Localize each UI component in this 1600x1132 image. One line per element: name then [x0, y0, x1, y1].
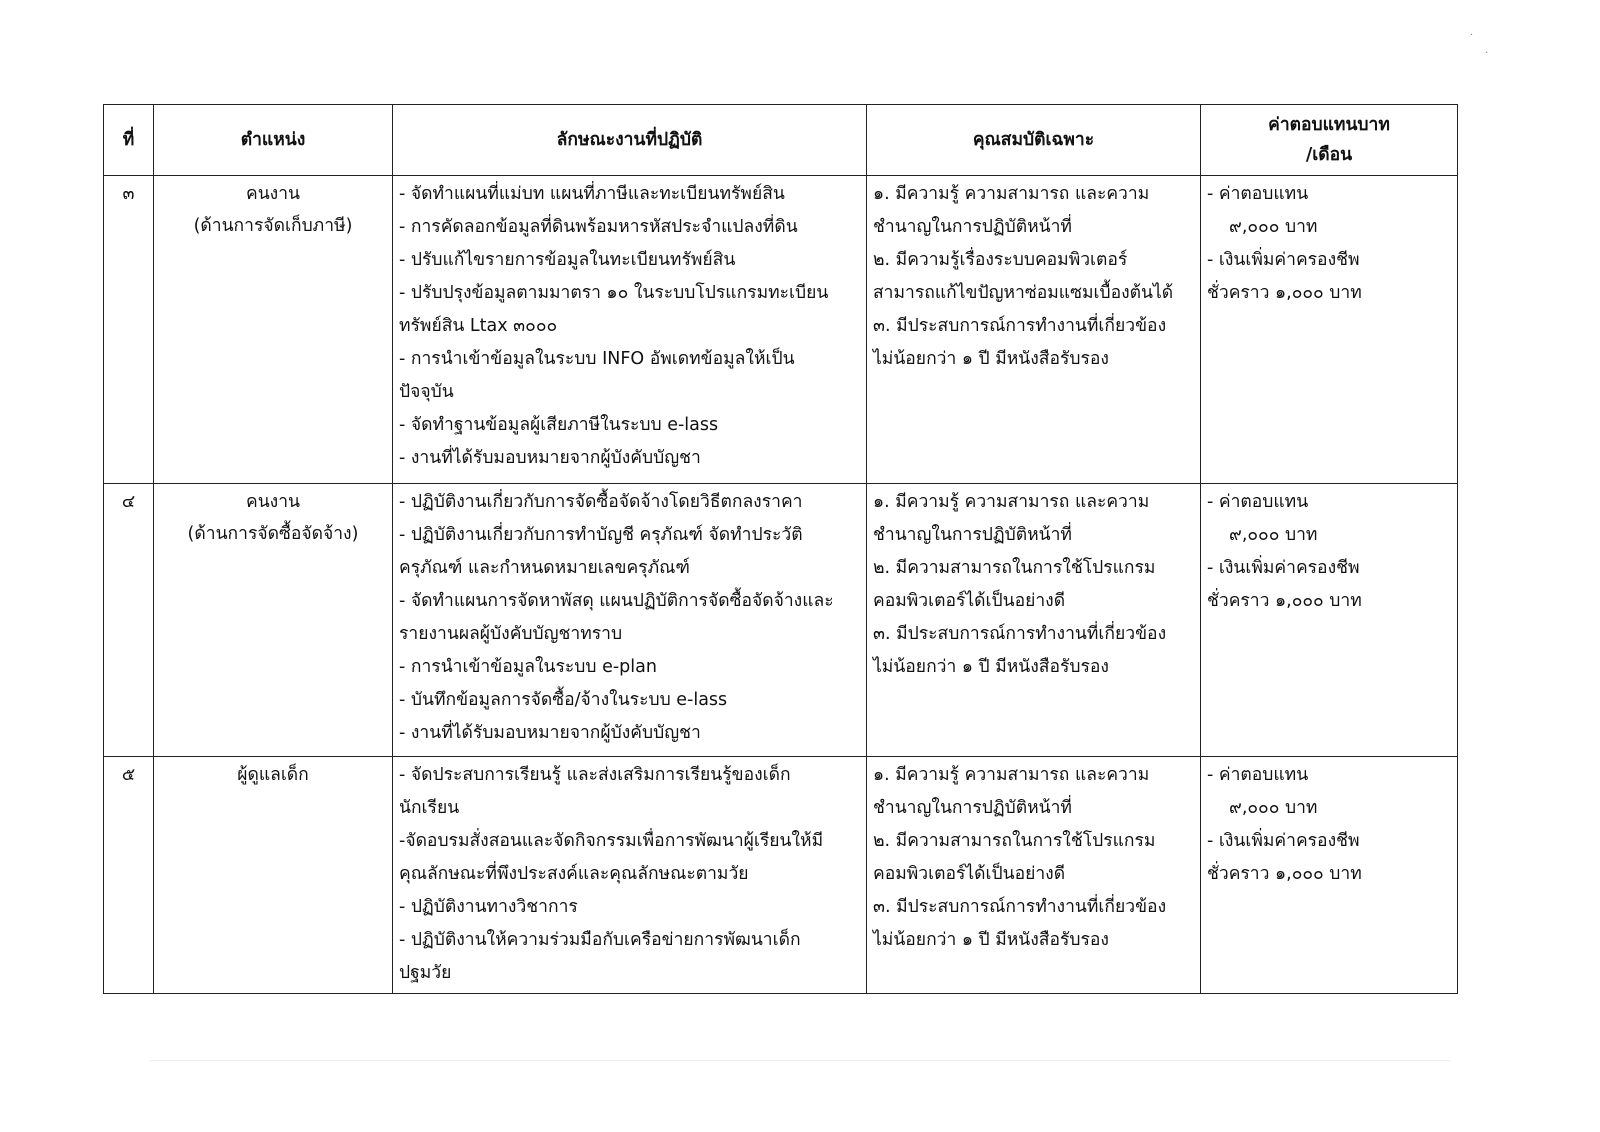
- qualification-line: สามารถแก้ไขปัญหาซ่อมแซมเบื้องต้นได้: [873, 283, 1174, 303]
- allowance-label: - เงินเพิ่มค่าครองชีพ: [1207, 831, 1360, 851]
- duties-cell: [393, 757, 867, 994]
- pay-amount: ๙,๐๐๐ บาท: [1229, 798, 1318, 818]
- duty-line: - ปรับปรุงข้อมูลตามมาตรา ๑๐ ในระบบโปรแกรมทะเบียน: [399, 283, 829, 303]
- job-positions-table: [103, 104, 1458, 994]
- qualification-line: คอมพิวเตอร์ได้เป็นอย่างดี: [873, 864, 1066, 884]
- duty-line: -จัดอบรมสั่งสอนและจัดกิจกรรมเพื่อการพัฒนาผู้เรียนให้มี: [399, 831, 824, 851]
- header-position: ตำแหน่ง: [154, 105, 393, 176]
- pay-label: - ค่าตอบแทน: [1207, 765, 1309, 785]
- duties-cell: [393, 176, 867, 484]
- pay-cell: [1201, 484, 1458, 757]
- pay-amount: ๙,๐๐๐ บาท: [1229, 217, 1318, 237]
- duties-cell: [393, 484, 867, 757]
- pay-label: - ค่าตอบแทน: [1207, 492, 1309, 512]
- qualification-line: ชำนาญในการปฏิบัติหน้าที่: [873, 217, 1072, 237]
- row-number: ๓: [104, 176, 154, 484]
- duty-line: - จัดทำแผนที่แม่บท แผนที่ภาษีและทะเบียนทรัพย์สิน: [399, 184, 785, 204]
- qualification-line: ๒. มีความสามารถในการใช้โปรแกรม: [873, 558, 1156, 578]
- table-row: [104, 176, 1458, 484]
- duty-line: - บันทึกข้อมูลการจัดซื้อ/จ้างในระบบ e-lass: [399, 690, 728, 710]
- duty-line: - จัดประสบการเรียนรู้ และส่งเสริมการเรียนรู้ของเด็ก: [399, 765, 791, 785]
- duty-line: - จัดทำแผนการจัดหาพัสดุ แผนปฏิบัติการจัดซื้อจัดจ้างและ: [399, 591, 834, 611]
- qualifications-cell: [867, 757, 1201, 994]
- scan-footer-line: [150, 1060, 1450, 1061]
- header-pay-line2: /เดือน: [1305, 145, 1353, 165]
- header-duties: ลักษณะงานที่ปฏิบัติ: [393, 105, 867, 176]
- duty-line: คุณลักษณะที่พึงประสงค์และคุณลักษณะตามวัย: [399, 864, 749, 884]
- row-number: ๕: [104, 757, 154, 994]
- qualifications-cell: [867, 176, 1201, 484]
- header-qualifications: คุณสมบัติเฉพาะ: [867, 105, 1201, 176]
- qualification-line: ๒. มีความรู้เรื่องระบบคอมพิวเตอร์: [873, 250, 1128, 270]
- qualification-line: ๑. มีความรู้ ความสามารถ และความ: [873, 765, 1150, 785]
- duty-line: นักเรียน: [399, 798, 460, 818]
- position-subtitle: (ด้านการจัดซื้อจัดจ้าง): [187, 524, 359, 544]
- duty-line: - ปฏิบัติงานให้ความร่วมมือกับเครือข่ายการพัฒนาเด็ก: [399, 930, 801, 950]
- position-title: คนงาน: [245, 492, 300, 512]
- allowance-label: - เงินเพิ่มค่าครองชีพ: [1207, 250, 1360, 270]
- position-title: คนงาน: [245, 184, 300, 204]
- qualification-line: ชำนาญในการปฏิบัติหน้าที่: [873, 525, 1072, 545]
- header-no: ที่: [104, 105, 154, 176]
- row-number: ๔: [104, 484, 154, 757]
- position-cell: [154, 757, 393, 994]
- position-subtitle: (ด้านการจัดเก็บภาษี): [193, 216, 353, 236]
- table-row: [104, 757, 1458, 994]
- qualification-line: ๓. มีประสบการณ์การทำงานที่เกี่ยวข้อง: [873, 897, 1167, 917]
- qualification-line: ๑. มีความรู้ ความสามารถ และความ: [873, 184, 1150, 204]
- table-header-row: [104, 105, 1458, 176]
- duty-line: ครุภัณฑ์ และกำหนดหมายเลขครุภัณฑ์: [399, 558, 690, 578]
- qualification-line: ๒. มีความสามารถในการใช้โปรแกรม: [873, 831, 1156, 851]
- duty-line: ปัจจุบัน: [399, 382, 454, 402]
- qualification-line: ๓. มีประสบการณ์การทำงานที่เกี่ยวข้อง: [873, 316, 1167, 336]
- header-pay: [1201, 105, 1458, 176]
- duty-line: ปฐมวัย: [399, 963, 452, 983]
- qualification-line: ๑. มีความรู้ ความสามารถ และความ: [873, 492, 1150, 512]
- duty-line: รายงานผลผู้บังคับบัญชาทราบ: [399, 624, 623, 644]
- qualification-line: ไม่น้อยกว่า ๑ ปี มีหนังสือรับรอง: [873, 349, 1109, 369]
- duty-line: - ปฏิบัติงานทางวิชาการ: [399, 897, 578, 917]
- scan-speck: ·: [1470, 30, 1474, 41]
- table-row: [104, 484, 1458, 757]
- duty-line: - การคัดลอกข้อมูลที่ดินพร้อมหารหัสประจำแปลงที่ดิน: [399, 217, 798, 237]
- pay-cell: [1201, 757, 1458, 994]
- duty-line: ทรัพย์สิน Ltax ๓๐๐๐: [399, 316, 558, 336]
- qualification-line: ไม่น้อยกว่า ๑ ปี มีหนังสือรับรอง: [873, 657, 1109, 677]
- allowance-amount: ชั่วคราว ๑,๐๐๐ บาท: [1207, 591, 1362, 611]
- duty-line: - จัดทำฐานข้อมูลผู้เสียภาษีในระบบ e-lass: [399, 415, 719, 435]
- header-pay-line1: ค่าตอบแทนบาท: [1268, 115, 1390, 135]
- duty-line: - ปฏิบัติงานเกี่ยวกับการทำบัญชี ครุภัณฑ์ จัดทำประวัติ: [399, 525, 803, 545]
- scan-speck: ·: [1485, 48, 1489, 59]
- duty-line: - งานที่ได้รับมอบหมายจากผู้บังคับบัญชา: [399, 448, 701, 468]
- duty-line: - งานที่ได้รับมอบหมายจากผู้บังคับบัญชา: [399, 723, 701, 743]
- allowance-amount: ชั่วคราว ๑,๐๐๐ บาท: [1207, 283, 1362, 303]
- duty-line: - การนำเข้าข้อมูลในระบบ INFO อัพเดทข้อมูลให้เป็น: [399, 349, 795, 369]
- position-cell: [154, 484, 393, 757]
- duty-line: - ปรับแก้ไขรายการข้อมูลในทะเบียนทรัพย์สิน: [399, 250, 736, 270]
- duty-line: - ปฏิบัติงานเกี่ยวกับการจัดซื้อจัดจ้างโดยวิธีตกลงราคา: [399, 492, 803, 512]
- qualification-line: ๓. มีประสบการณ์การทำงานที่เกี่ยวข้อง: [873, 624, 1167, 644]
- qualifications-cell: [867, 484, 1201, 757]
- allowance-amount: ชั่วคราว ๑,๐๐๐ บาท: [1207, 864, 1362, 884]
- qualification-line: ชำนาญในการปฏิบัติหน้าที่: [873, 798, 1072, 818]
- pay-cell: [1201, 176, 1458, 484]
- position-title: ผู้ดูแลเด็ก: [237, 765, 309, 785]
- pay-amount: ๙,๐๐๐ บาท: [1229, 525, 1318, 545]
- qualification-line: คอมพิวเตอร์ได้เป็นอย่างดี: [873, 591, 1066, 611]
- duty-line: - การนำเข้าข้อมูลในระบบ e-plan: [399, 657, 657, 677]
- allowance-label: - เงินเพิ่มค่าครองชีพ: [1207, 558, 1360, 578]
- pay-label: - ค่าตอบแทน: [1207, 184, 1309, 204]
- position-cell: [154, 176, 393, 484]
- qualification-line: ไม่น้อยกว่า ๑ ปี มีหนังสือรับรอง: [873, 930, 1109, 950]
